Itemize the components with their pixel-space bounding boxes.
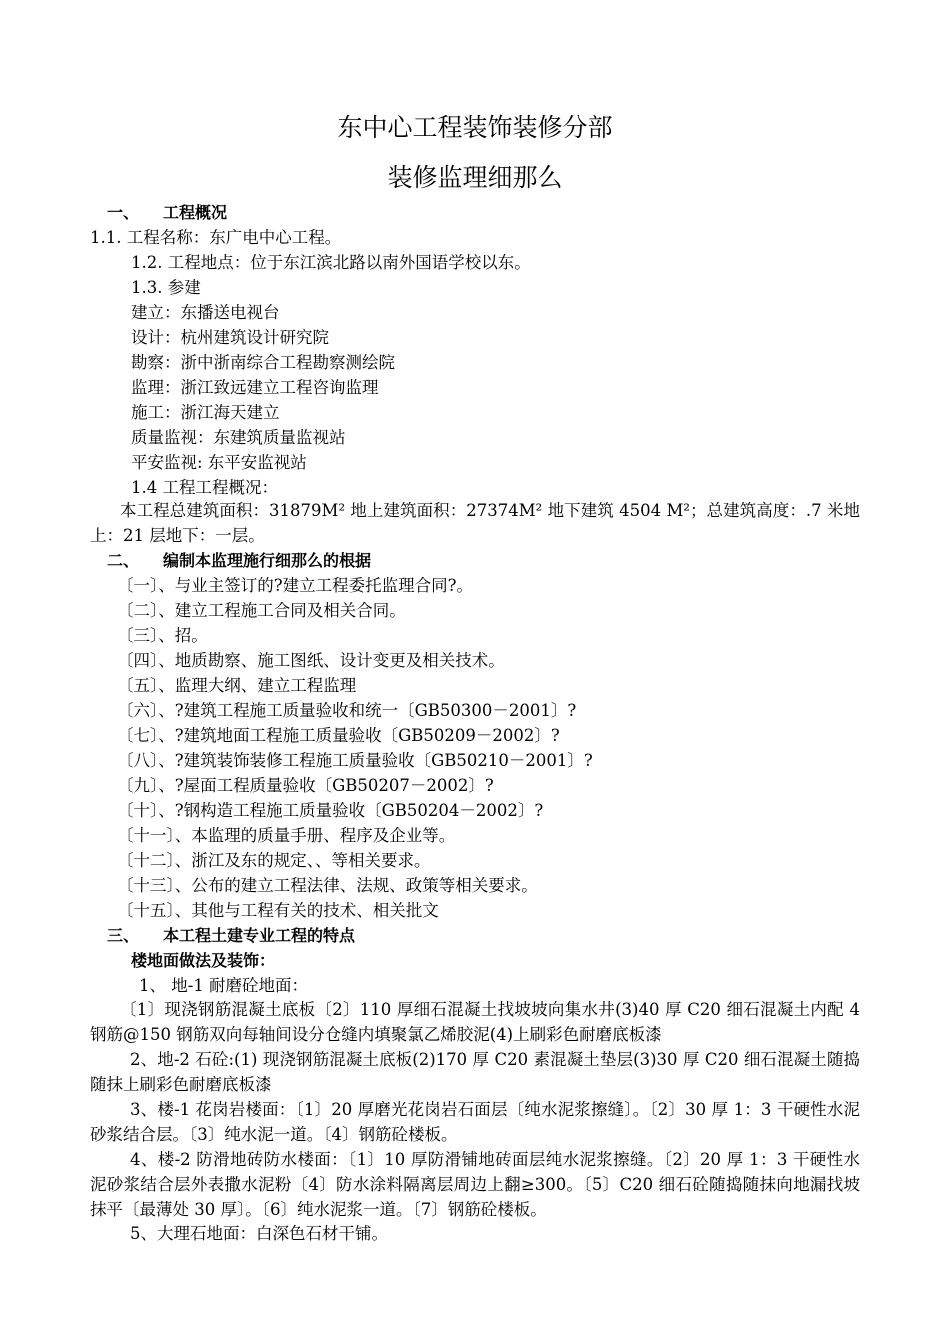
basis-item: 〔八〕、?建筑装饰装修工程施工质量验收〔GB50210－2001〕?: [117, 751, 593, 770]
document-subtitle: 装修监理细那么: [387, 163, 563, 192]
document-title: 东中心工程装饰装修分部: [337, 113, 613, 142]
overview-line: 监理：浙江致远建立工程咨询监理: [131, 378, 379, 397]
overview-line: 平安监视: 东平安监视站: [131, 453, 307, 472]
overview-line: 建立：东播送电视台: [131, 303, 280, 322]
section-1-heading: [107, 202, 227, 224]
basis-item: 〔十一〕、本监理的质量手册、程序及企业等。: [117, 826, 456, 845]
overview-line: 勘察：浙中浙南综合工程勘察测绘院: [131, 353, 395, 372]
basis-item: 〔二〕、建立工程施工合同及相关合同。: [117, 601, 406, 620]
basis-item: 〔十二〕、浙江及东的规定、、等相关要求。: [117, 851, 431, 870]
basis-item: 〔四〕、地质勘察、施工图纸、设计变更及相关技术。: [117, 651, 505, 670]
overview-line: 1.1. 工程名称：东广电中心工程。: [90, 228, 342, 247]
section-title: 本工程土建专业工程的特点: [163, 926, 356, 945]
basis-item: 〔三〕、招。: [117, 626, 208, 645]
item-1-body: 〔1〕现浇钢筋混凝土底板〔2〕110 厚细石混凝土找坡坡向集水井(3)40 厚 C20 细石混凝土内配 4 钢筋@150 钢筋双向每轴间设分仓缝内填聚氯乙烯胶泥(4)上刷彩色耐磨底板漆: [90, 1000, 860, 1044]
subsection-heading: 楼地面做法及装饰：: [131, 951, 276, 970]
section-number: 一、: [107, 203, 140, 222]
basis-item: 〔九〕、?屋面工程质量验收〔GB50207－2002〕?: [117, 776, 494, 795]
item-1-title: 1、 地-1 耐磨砼地面：: [139, 976, 309, 995]
item-2: 2、地-2 石砼:(1) 现浇钢筋混凝土底板(2)170 厚 C20 素混凝土垫层(3)30 厚 C20 细石混凝土随捣随抹上刷彩色耐磨底板漆: [90, 1050, 860, 1094]
basis-item: 〔七〕、?建筑地面工程施工质量验收〔GB50209－2002〕?: [117, 726, 560, 745]
basis-item: 〔五〕、监理大纲、建立工程监理: [117, 676, 357, 695]
section-3-heading: [107, 925, 355, 947]
item-5: 5、大理石地面：白深色石材干铺。: [130, 1224, 388, 1243]
overview-paragraph: 本工程总建筑面积：31879M² 地上建筑面积：27374M² 地下建筑 4504 M²；总建筑高度：.7 米地上：21 层地下：一层。: [90, 501, 860, 545]
section-number: 二、: [107, 551, 140, 570]
item-3: 3、楼-1 花岗岩楼面：〔1〕20 厚磨光花岗岩石面层〔纯水泥浆擦缝〕。〔2〕30 厚 1：3 干硬性水泥砂浆结合层。〔3〕纯水泥一道。〔4〕钢筋砼楼板。: [90, 1100, 860, 1144]
section-number: 三、: [107, 926, 140, 945]
section-title: 工程概况: [163, 203, 228, 222]
basis-item: 〔十〕、?钢构造工程施工质量验收〔GB50204－2002〕?: [117, 801, 544, 820]
overview-line: 1.4 工程工程概况：: [131, 478, 278, 497]
overview-line: 1.3. 参建: [131, 278, 201, 297]
basis-item: 〔六〕、?建筑工程施工质量验收和统一〔GB50300－2001〕?: [117, 701, 577, 720]
item-4: 4、楼-2 防滑地砖防水楼面：〔1〕10 厚防滑铺地砖面层纯水泥浆擦缝。〔2〕20 厚 1：3 干硬性水泥砂浆结合层外表撒水泥粉〔4〕防水涂料隔离层周边上翻≥300。〔5〕C20 细石砼随捣随抹向地漏找坡抹平〔最薄处 30 厚〕。〔6〕纯水泥浆一道。〔7〕钢筋砼楼板。: [90, 1150, 860, 1219]
basis-item: 〔一〕、与业主签订的?建立工程委托监理合同?。: [117, 576, 473, 595]
overview-line: 设计：杭州建筑设计研究院: [131, 328, 329, 347]
basis-item: 〔十三〕、公布的建立工程法律、法规、政策等相关要求。: [117, 876, 538, 895]
basis-item: 〔十五〕、其他与工程有关的技术、相关批文: [117, 901, 439, 920]
section-title: 编制本监理施行细那么的根据: [163, 551, 372, 570]
overview-line: 1.2. 工程地点：位于东江滨北路以南外国语学校以东。: [131, 253, 531, 272]
overview-line: 施工：浙江海天建立: [131, 403, 280, 422]
overview-line: 质量监视：东建筑质量监视站: [131, 428, 346, 447]
section-2-heading: [107, 550, 371, 572]
